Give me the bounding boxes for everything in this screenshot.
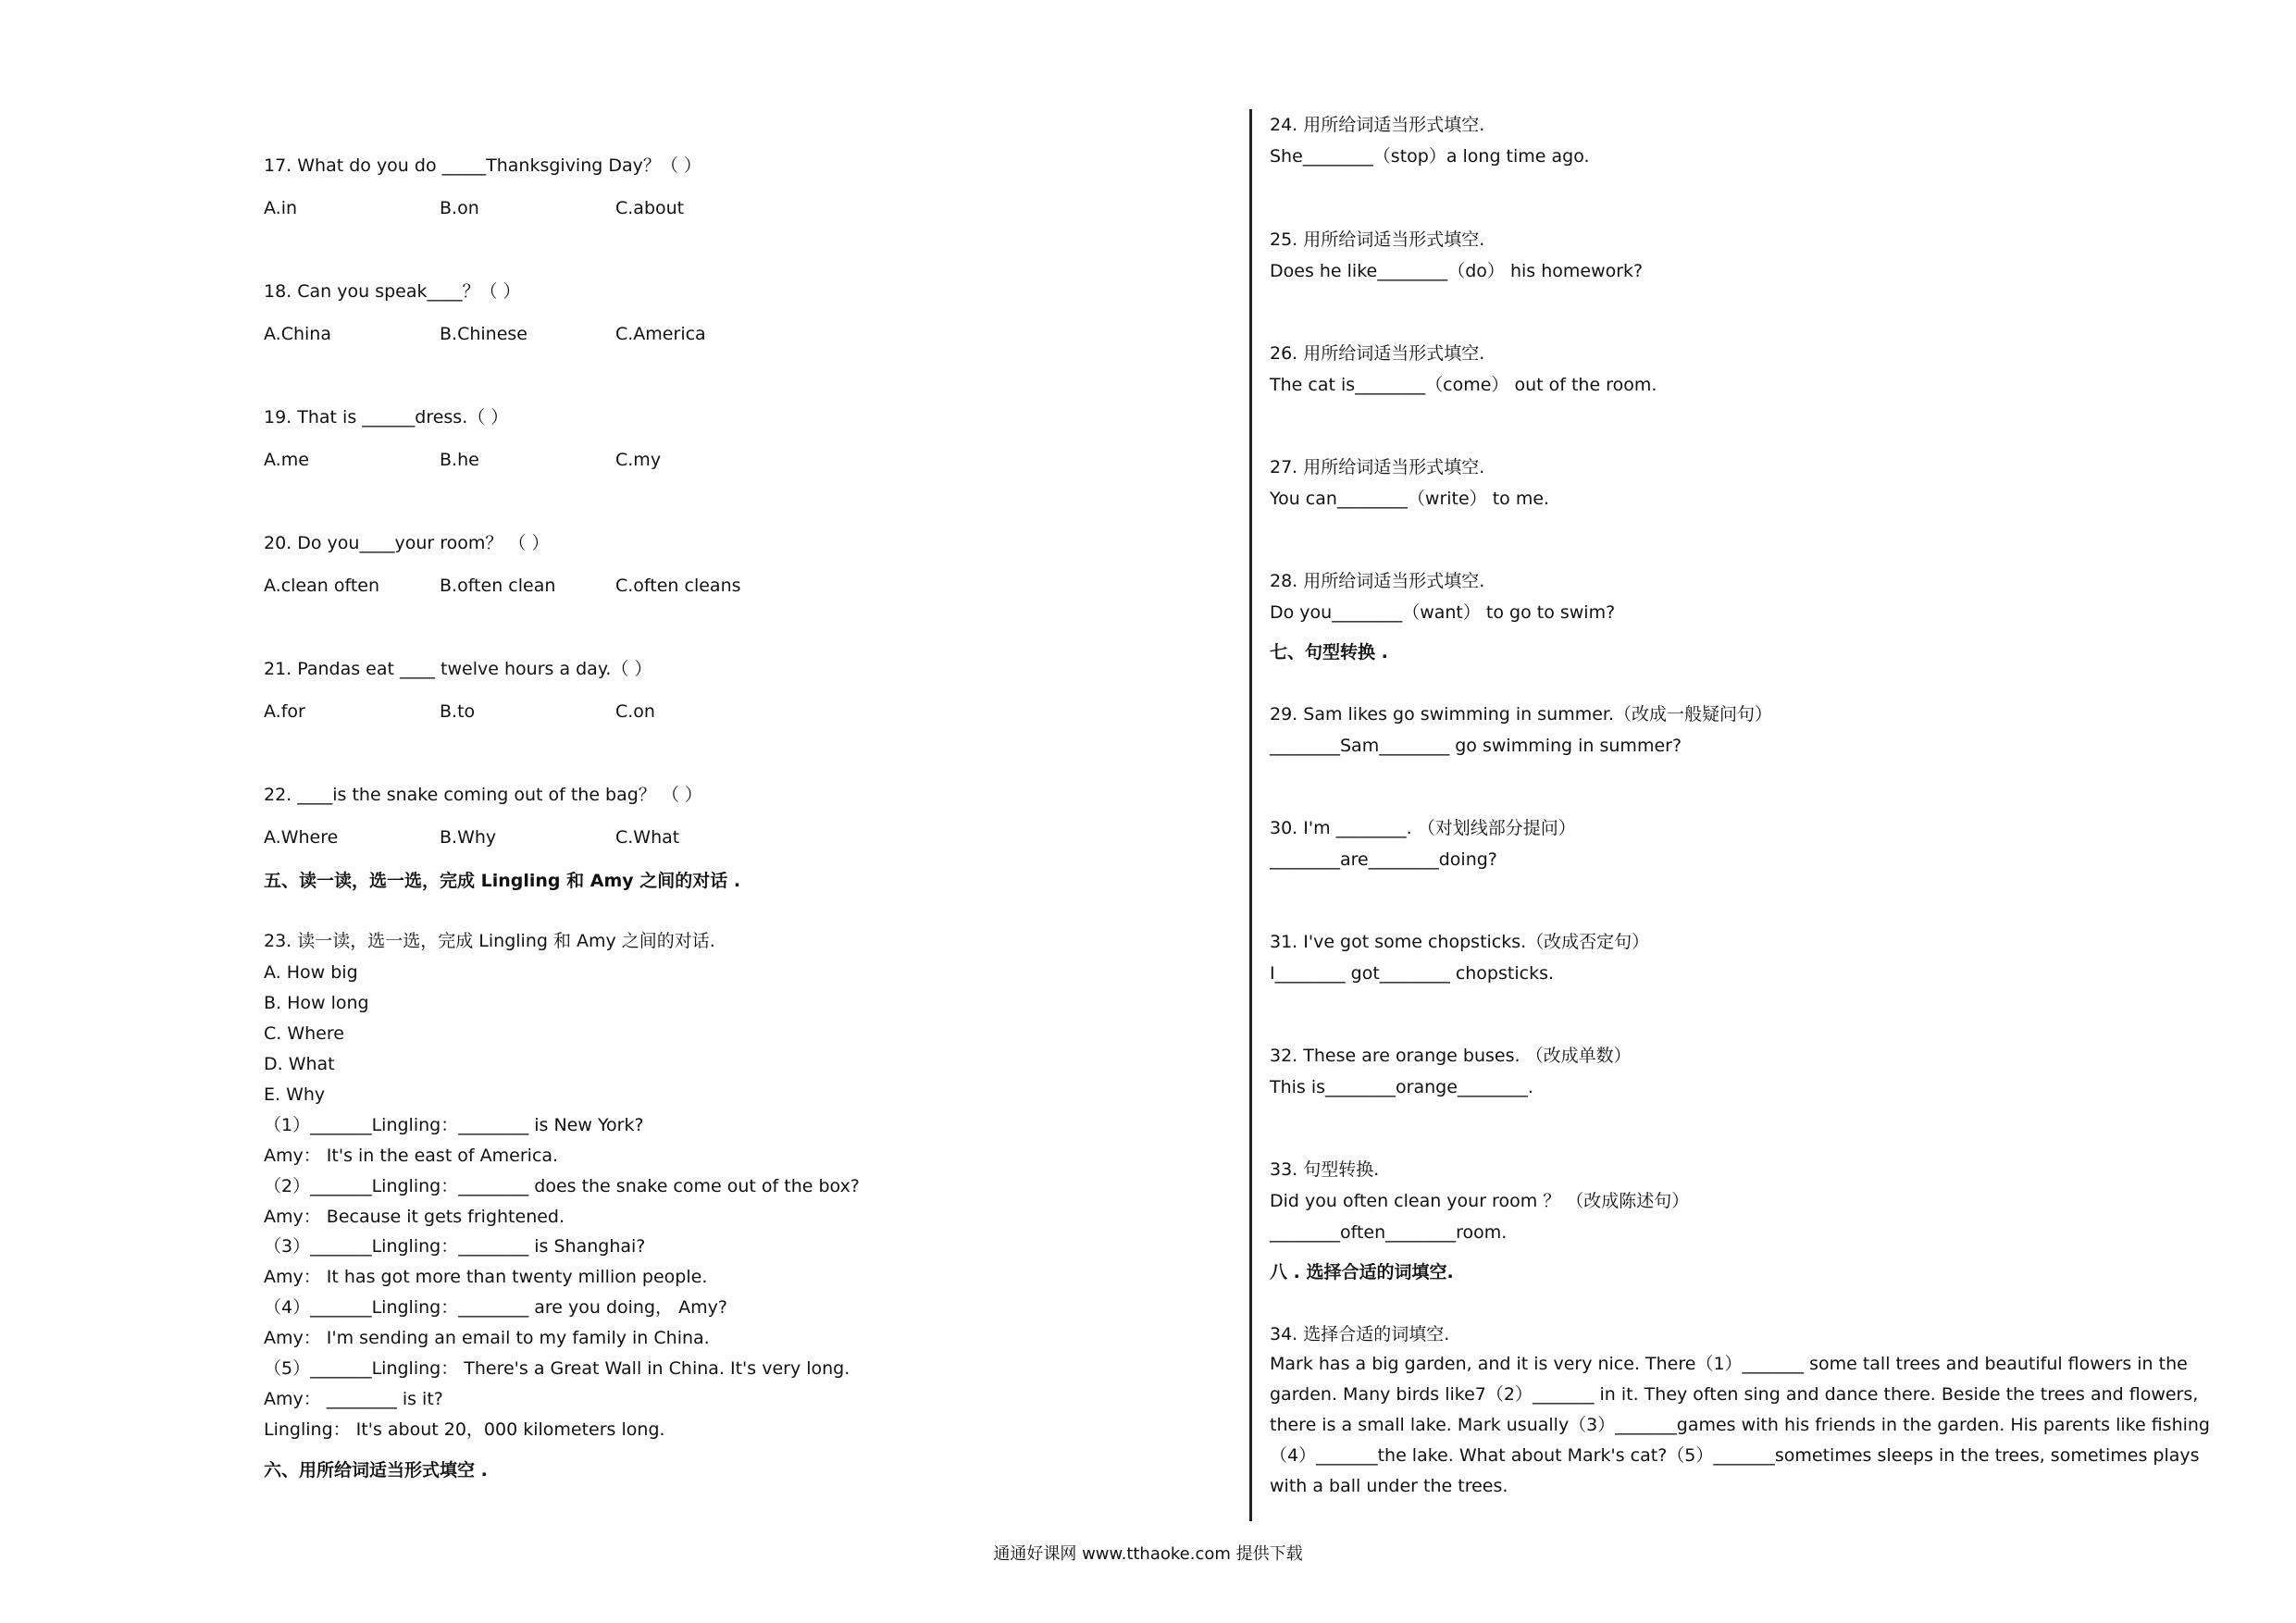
option-b: B.he [440, 450, 479, 470]
answer-line: I________ got________ chopsticks. [1270, 963, 1555, 984]
question-27: 27. 用所给词适当形式填空. [1270, 457, 1485, 477]
question-17: 17. What do you do _____Thanksgiving Day？（ ） [264, 155, 701, 176]
choice-b: B. How long [264, 993, 369, 1013]
section-6-title: 六、用所给词适当形式填空 . [264, 1460, 488, 1481]
dialogue-line: （3）_______Lingling：________ is Shanghai? [264, 1236, 646, 1257]
answer-line: Did you often clean your room ？ （改成陈述句） [1270, 1191, 1690, 1211]
option-c: C.often cleans [615, 576, 741, 596]
question-25: 25. 用所给词适当形式填空. [1270, 229, 1485, 250]
answer-line: The cat is________（come） out of the room. [1270, 375, 1657, 395]
dialogue-line: Amy： Because it gets frightened. [264, 1207, 565, 1227]
section-5-title: 五、读一读，选一选，完成 Lingling 和 Amy 之间的对话 . [264, 871, 741, 891]
option-c: C.America [615, 324, 706, 344]
choice-d: D. What [264, 1054, 335, 1074]
question-28: 28. 用所给词适当形式填空. [1270, 571, 1485, 591]
question-21: 21. Pandas eat ____ twelve hours a day.（ ） [264, 659, 652, 679]
section-8-title: 八 . 选择合适的词填空. [1270, 1262, 1454, 1282]
footer-credit: 通通好课网 www.tthaoke.com 提供下载 [993, 1544, 1303, 1564]
option-a: A.China [264, 324, 331, 344]
question-34: 34. 选择合适的词填空. [1270, 1324, 1450, 1344]
question-23: 23. 读一读，选一选，完成 Lingling 和 Amy 之间的对话. [264, 931, 715, 951]
option-a: A.in [264, 198, 298, 218]
option-c: C.on [615, 701, 655, 722]
dialogue-line: Amy： ________ is it? [264, 1389, 443, 1409]
option-a: A.Where [264, 827, 339, 848]
question-24: 24. 用所给词适当形式填空. [1270, 115, 1485, 135]
option-a: A.for [264, 701, 305, 722]
question-30: 30. I'm ________. （对划线部分提问） [1270, 818, 1576, 838]
question-19: 19. That is ______dress.（ ） [264, 407, 509, 427]
dialogue-line: Amy： It has got more than twenty million people. [264, 1267, 708, 1287]
left-column [264, 0, 1198, 1623]
option-b: B.Chinese [440, 324, 527, 344]
answer-line: Does he like________（do） his homework? [1270, 261, 1644, 281]
option-b: B.to [440, 701, 476, 722]
option-c: C.What [615, 827, 680, 848]
section-7-title: 七、句型转换 . [1270, 642, 1388, 663]
answer-line: Do you________（want） to go to swim? [1270, 602, 1616, 623]
answer-line: She________（stop）a long time ago. [1270, 146, 1590, 167]
answer-line: You can________（write） to me. [1270, 489, 1550, 509]
answer-line: ________are________doing? [1270, 849, 1497, 870]
dialogue-line: Amy： I'm sending an email to my family in China. [264, 1328, 710, 1348]
question-29: 29. Sam likes go swimming in summer.（改成一般疑问句） [1270, 704, 1773, 725]
dialogue-line: （2）_______Lingling：________ does the snake come out of the box? [264, 1176, 860, 1196]
option-c: C.my [615, 450, 662, 470]
cloze-passage: Mark has a big garden, and it is very nice. There（1）_______ some tall trees and beautiful flowers in the garden. Many birds like7（2）_______ in it. They often sing and dance there. Beside the trees and flowers, there is a small lake. Mark usually（3）_______games with his friends in the garden. His parents like fishing（4）_______the lake. What about Mark's cat?（5）_______sometimes sleeps in the trees, sometimes plays with a ball under the trees. [1270, 1354, 2210, 1496]
dialogue-line: （1）_______Lingling：________ is New York? [264, 1115, 644, 1135]
question-18: 18. Can you speak____？（ ） [264, 281, 521, 302]
option-a: A.clean often [264, 576, 380, 596]
question-22: 22. ____is the snake coming out of the bag？ （ ） [264, 785, 702, 805]
question-26: 26. 用所给词适当形式填空. [1270, 343, 1485, 364]
option-b: B.on [440, 198, 479, 218]
dialogue-line: （5）_______Lingling： There's a Great Wall in China. It's very long. [264, 1358, 850, 1379]
dialogue-line: Amy： It's in the east of America. [264, 1146, 559, 1166]
answer-line: This is________orange________. [1270, 1077, 1533, 1097]
right-column [1270, 0, 2232, 1623]
choice-c: C. Where [264, 1023, 344, 1044]
answer-line: ________Sam________ go swimming in summer? [1270, 736, 1682, 756]
choice-a: A. How big [264, 962, 358, 983]
option-c: C.about [615, 198, 685, 218]
column-divider [1249, 109, 1252, 1521]
option-a: A.me [264, 450, 309, 470]
dialogue-line: Lingling： It's about 20，000 kilometers long. [264, 1419, 665, 1440]
option-b: B.Why [440, 827, 497, 848]
choice-e: E. Why [264, 1084, 326, 1105]
dialogue-line: （4）_______Lingling：________ are you doing， Amy? [264, 1297, 727, 1318]
question-32: 32. These are orange buses. （改成单数） [1270, 1046, 1632, 1066]
option-b: B.often clean [440, 576, 556, 596]
question-33: 33. 句型转换. [1270, 1159, 1380, 1180]
question-20: 20. Do you____your room？ （ ） [264, 533, 550, 553]
question-31: 31. I've got some chopsticks.（改成否定句） [1270, 932, 1650, 952]
answer-line: ________often________room. [1270, 1222, 1508, 1243]
